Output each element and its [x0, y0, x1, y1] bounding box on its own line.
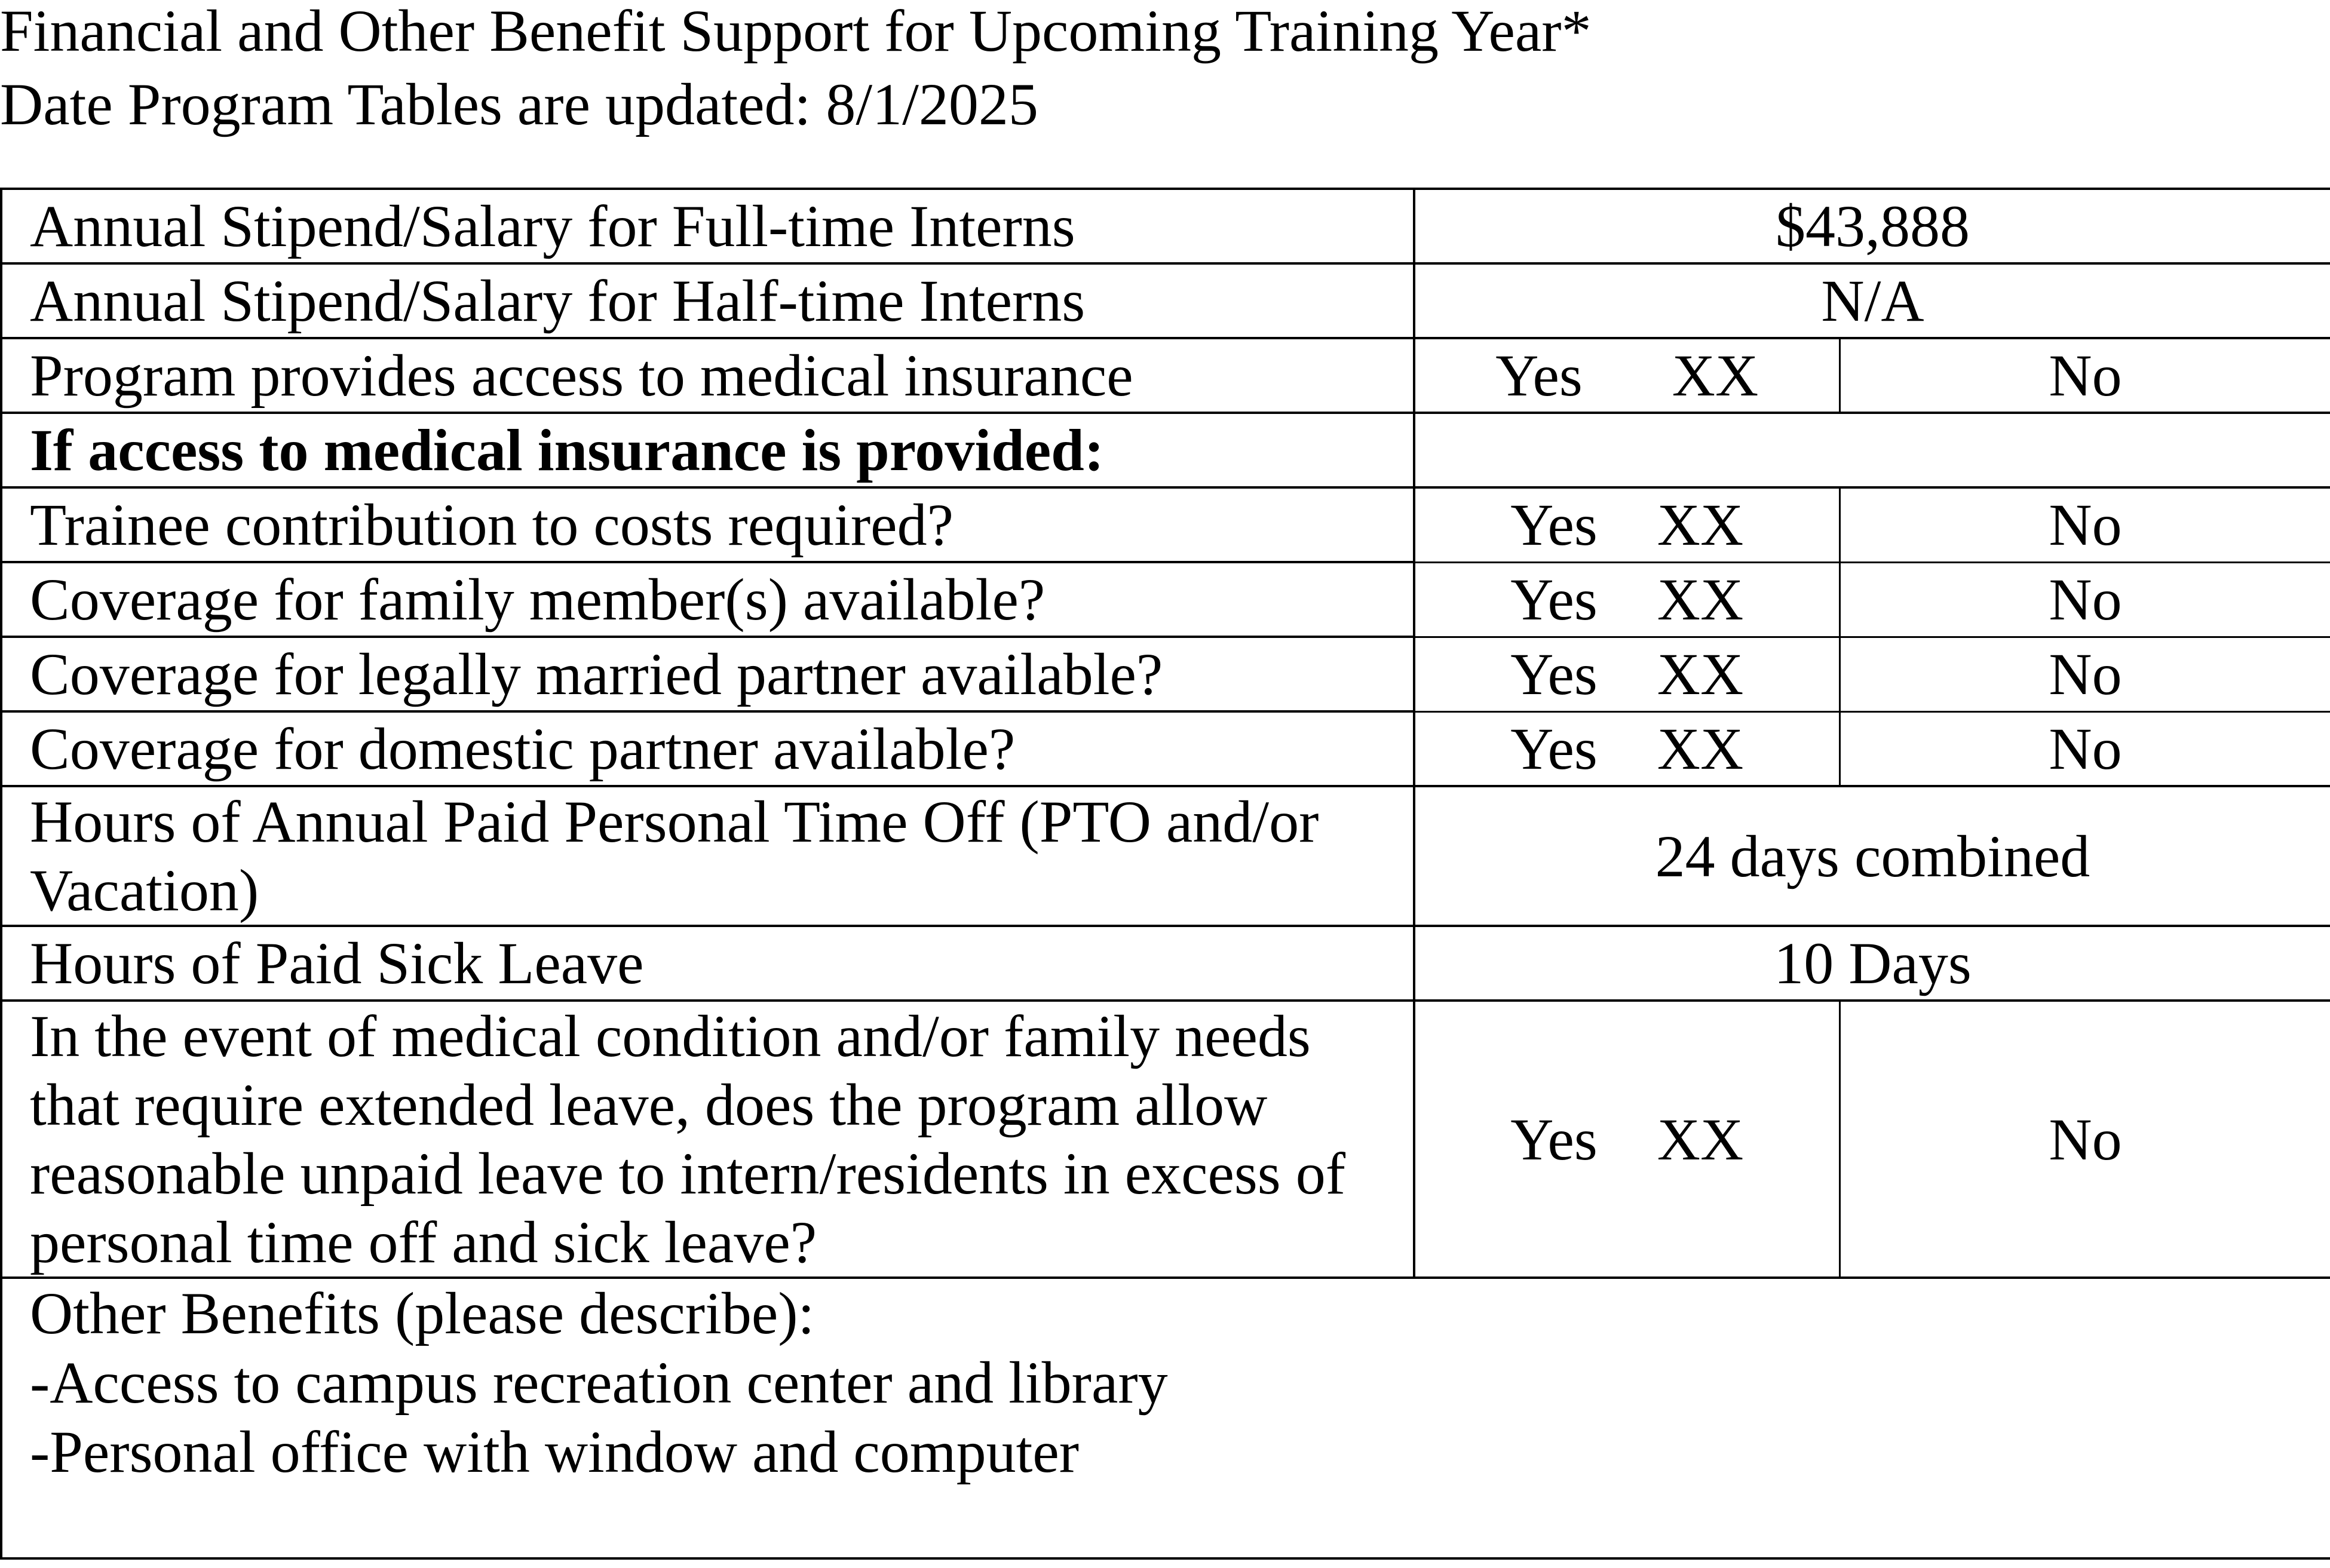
no-cell: No — [1840, 562, 2330, 637]
yes-label: Yes — [1510, 715, 1598, 782]
yes-mark: XX — [1657, 566, 1744, 633]
table-row-domestic-partner-coverage — [1, 711, 2330, 786]
table-row-medical-insurance — [1, 338, 2330, 413]
yes-label: Yes — [1495, 342, 1583, 409]
table-row-family-coverage — [1, 562, 2330, 637]
table-row-married-partner-coverage — [1, 637, 2330, 711]
yes-mark: XX — [1657, 641, 1744, 707]
row-label: Trainee contribution to costs required? — [1, 487, 1414, 562]
yes-cell — [1414, 487, 1840, 562]
row-label: Hours of Paid Sick Leave — [1, 926, 1414, 1001]
yes-label: Yes — [1510, 1106, 1598, 1173]
row-label: In the event of medical condition and/or family needs that require extended leave, does the program allow reasonable unpaid leave to intern/residents in excess of personal time off and sick leave? — [1, 1001, 1414, 1278]
no-cell: No — [1840, 1001, 2330, 1278]
yes-label: Yes — [1510, 641, 1598, 707]
table-row-halftime-stipend — [1, 263, 2330, 338]
yes-cell — [1414, 711, 1840, 786]
benefits-table — [0, 188, 2330, 1560]
no-cell: No — [1840, 338, 2330, 413]
table-row-sick-leave — [1, 926, 2330, 1001]
other-benefit-item: -Access to campus recreation center and library — [30, 1349, 1168, 1416]
no-cell: No — [1840, 487, 2330, 562]
row-label: Annual Stipend/Salary for Full-time Interns — [1, 189, 1414, 263]
table-row-fulltime-stipend — [1, 189, 2330, 263]
no-cell: No — [1840, 711, 2330, 786]
other-benefit-item: -Personal office with window and computer — [30, 1419, 1080, 1485]
table-row-pto — [1, 786, 2330, 926]
yes-label: Yes — [1510, 492, 1598, 559]
row-label: Coverage for domestic partner available? — [1, 711, 1414, 786]
yes-mark: XX — [1672, 342, 1759, 409]
yes-mark: XX — [1657, 715, 1744, 782]
table-row-other-benefits — [1, 1278, 2330, 1558]
document-heading — [0, 0, 1592, 141]
table-row-insurance-section — [1, 413, 2330, 487]
row-label: Coverage for legally married partner available? — [1, 637, 1414, 711]
table-row-trainee-contribution — [1, 487, 2330, 562]
stipend-value: N/A — [1414, 263, 2330, 338]
yes-cell — [1414, 562, 1840, 637]
document-title: Financial and Other Benefit Support for Upcoming Training Year* — [0, 0, 1592, 64]
row-label: Hours of Annual Paid Personal Time Off (PTO and/or Vacation) — [1, 786, 1414, 926]
other-benefits-cell — [1, 1278, 2330, 1558]
empty-cell — [1414, 413, 2330, 487]
row-label: Annual Stipend/Salary for Half-time Interns — [1, 263, 1414, 338]
yes-mark: XX — [1657, 492, 1744, 559]
yes-label: Yes — [1510, 566, 1598, 633]
no-cell: No — [1840, 637, 2330, 711]
yes-cell — [1414, 637, 1840, 711]
sick-leave-value: 10 Days — [1414, 926, 2330, 1001]
yes-cell — [1414, 338, 1840, 413]
yes-mark: XX — [1657, 1106, 1744, 1173]
other-benefits-heading: Other Benefits (please describe): — [30, 1280, 815, 1346]
row-label: Program provides access to medical insurance — [1, 338, 1414, 413]
row-label: Coverage for family member(s) available? — [1, 562, 1414, 637]
stipend-value: $43,888 — [1414, 189, 2330, 263]
update-date: Date Program Tables are updated: 8/1/2025 — [0, 71, 1038, 137]
table-row-extended-leave — [1, 1001, 2330, 1278]
section-label: If access to medical insurance is provided: — [1, 413, 1414, 487]
yes-cell — [1414, 1001, 1840, 1278]
pto-value: 24 days combined — [1414, 786, 2330, 926]
